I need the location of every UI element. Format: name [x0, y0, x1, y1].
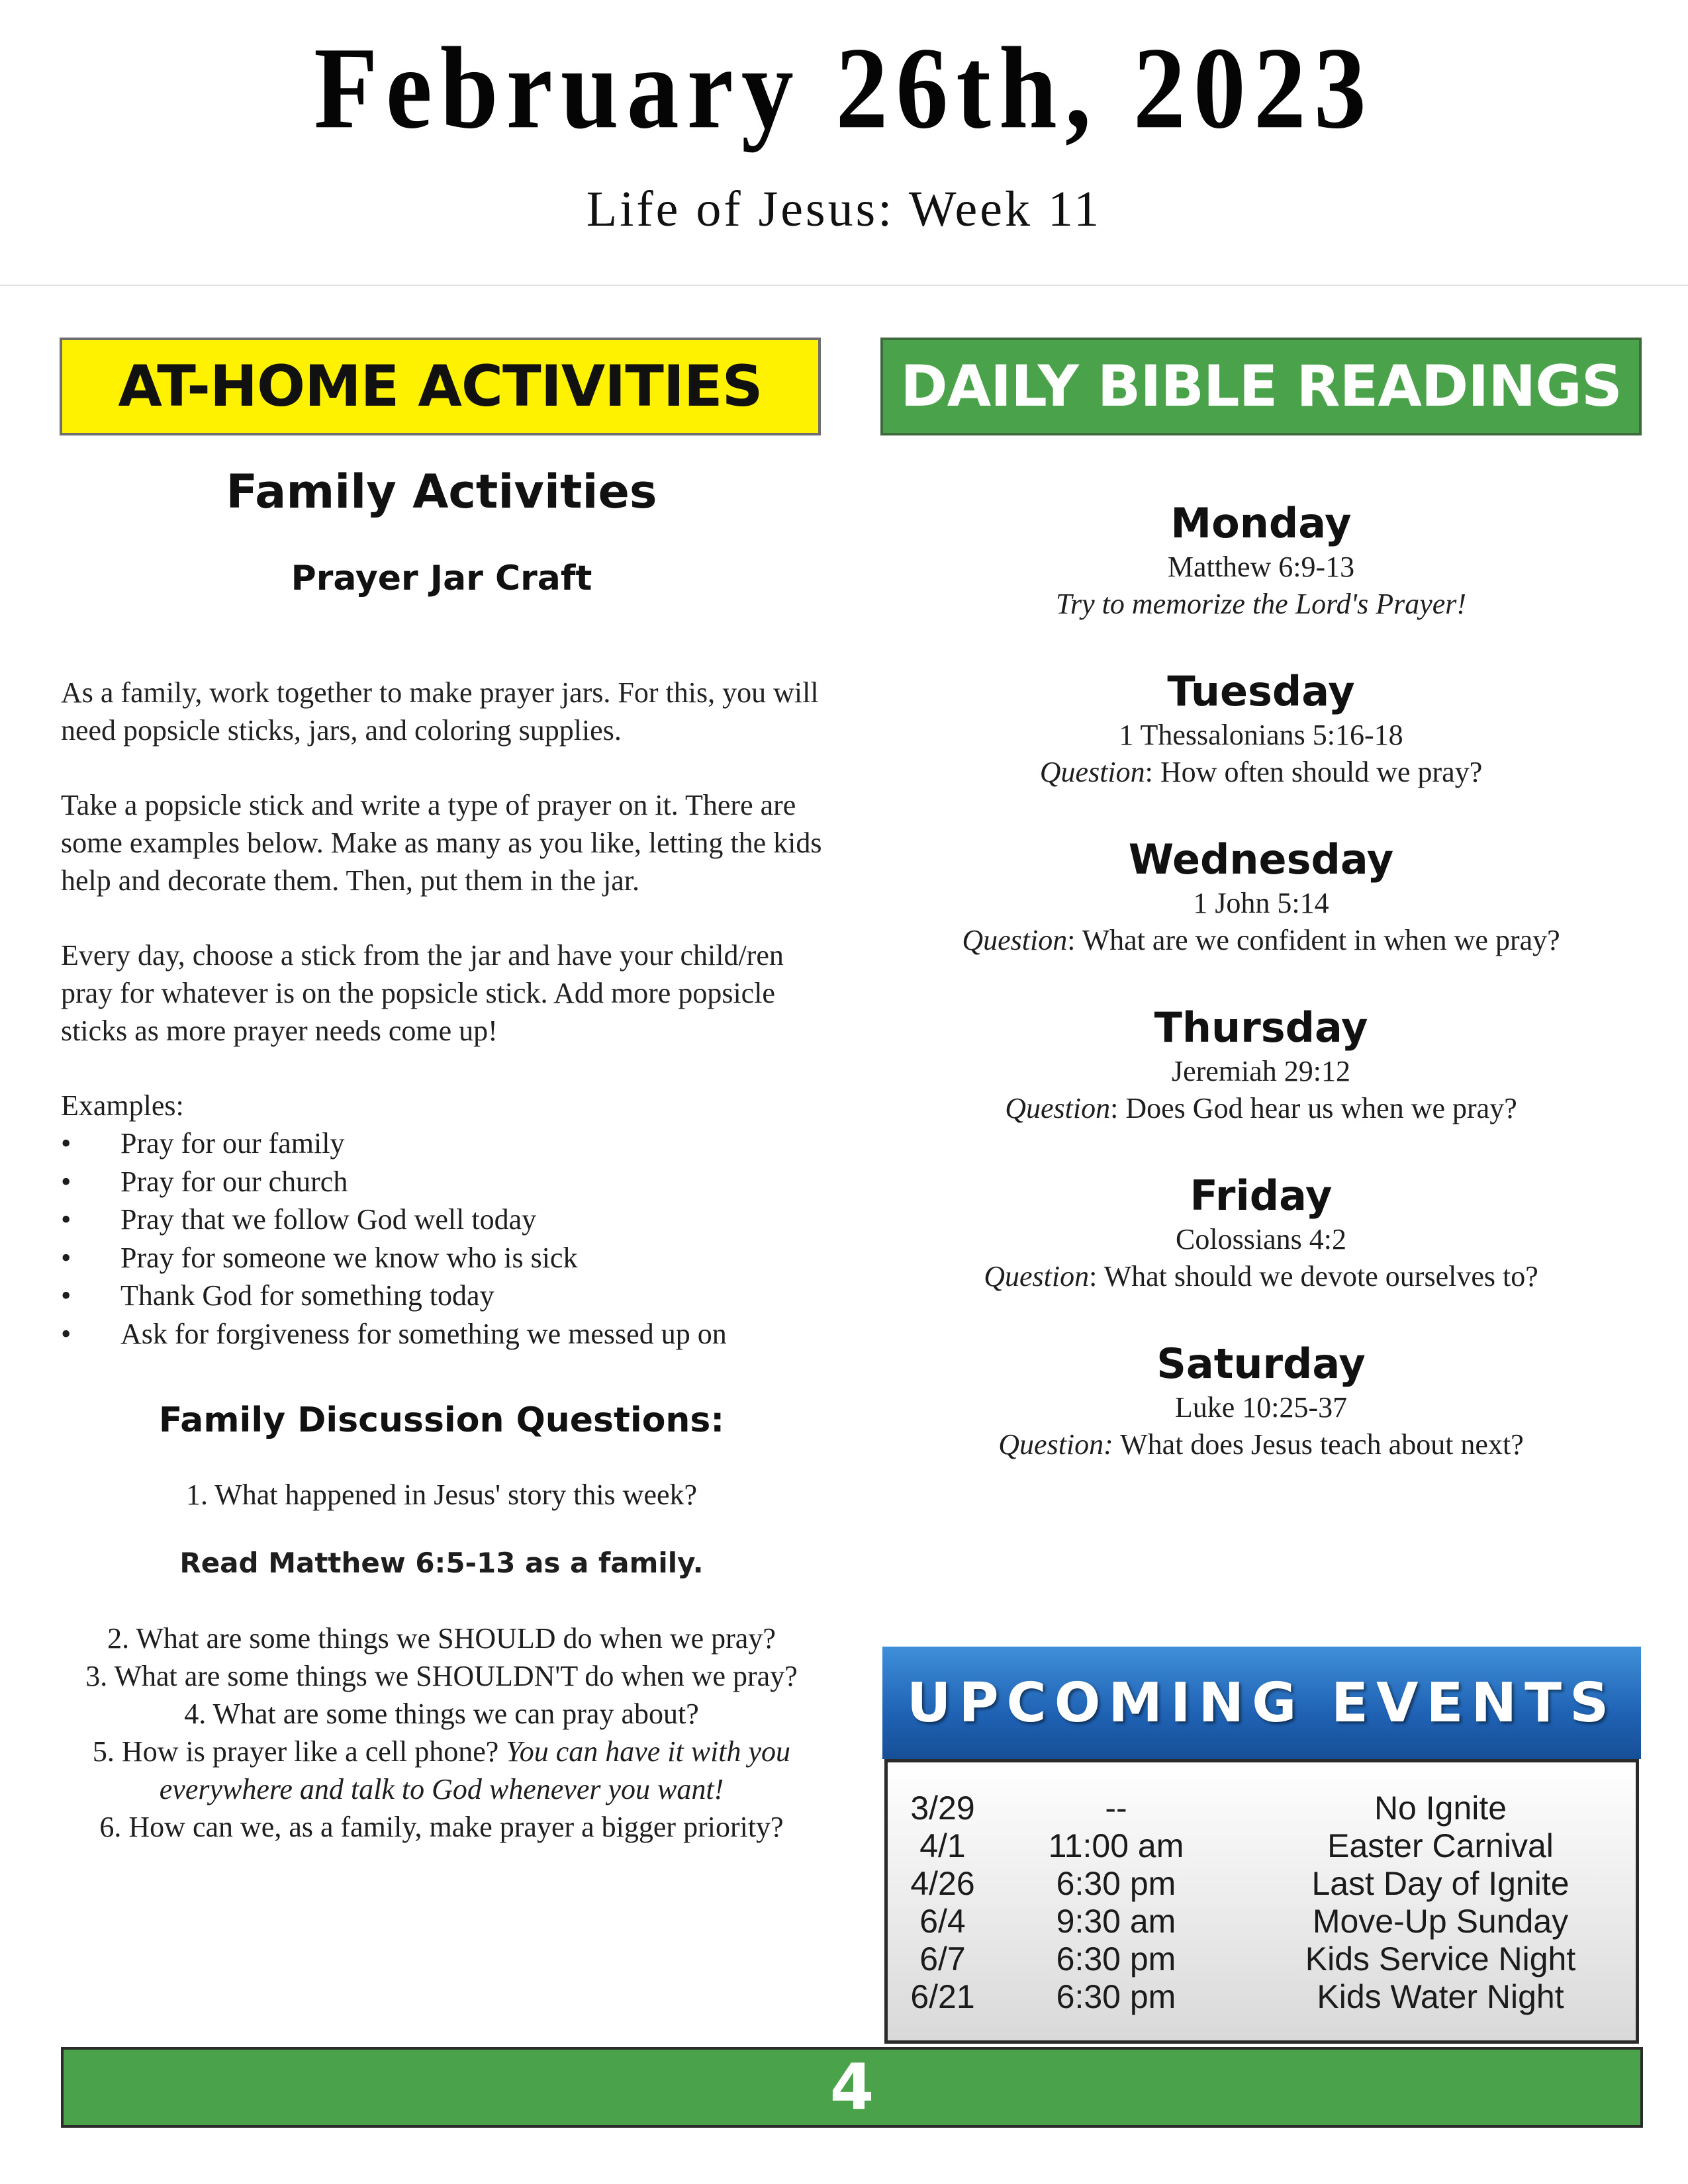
list-item: [61, 1201, 822, 1239]
event-name: Last Day of Ignite: [1311, 1865, 1570, 1902]
question-text: What does Jesus teach about next?: [1113, 1428, 1524, 1461]
craft-paragraph-3: Every day, choose a stick from the jar and have your child/ren pray for whatever is on the popsicle stick. Add more popsicle sticks as more prayer needs come up!: [61, 939, 784, 1047]
question-label: Question: [984, 1260, 1090, 1293]
day-name: Thursday: [1154, 1003, 1368, 1052]
event-date: 4/1: [919, 1827, 966, 1864]
craft-paragraph-2: Take a popsicle stick and write a type of prayer on it. There are some examples below. Make as many as you like, letting the kids help and decorate them. Then, put them in the jar.: [61, 789, 822, 897]
family-discussion-heading: Family Discussion Questions:: [158, 1400, 725, 1440]
list-item: [61, 1239, 822, 1277]
at-home-activities-banner: AT-HOME ACTIVITIES: [60, 338, 821, 435]
discussion-question-6: 6. How can we, as a family, make prayer a bigger priority?: [99, 1811, 784, 1843]
event-name: No Ignite: [1374, 1790, 1507, 1827]
example-text: Pray for someone we know who is sick: [120, 1241, 578, 1274]
upcoming-events-table: [884, 1759, 1639, 2044]
reading-tuesday: [880, 667, 1642, 792]
examples-label: Examples:: [61, 1089, 184, 1122]
question-text: : What should we devote ourselves to?: [1089, 1260, 1538, 1293]
reading-question: [880, 921, 1642, 960]
scripture-reference: 1 John 5:14: [1193, 887, 1329, 919]
page-title: February 26th, 2023: [314, 23, 1374, 154]
day-name: Friday: [1190, 1171, 1333, 1220]
example-text: Pray for our family: [120, 1127, 345, 1160]
craft-paragraph-1: As a family, work together to make prayer jars. For this, you will need popsicle sticks, jars, and coloring supplies.: [61, 676, 819, 747]
event-date: 6/21: [910, 1978, 975, 2015]
event-row: [888, 1864, 1636, 1903]
page-number-bar: [61, 2047, 1643, 2128]
list-item: [61, 1124, 822, 1163]
upcoming-events-banner: UPCOMING EVENTS: [882, 1647, 1641, 1759]
example-text: Pray for our church: [120, 1165, 348, 1198]
day-name: Saturday: [1156, 1340, 1366, 1388]
list-item: [61, 1315, 822, 1353]
question-5-text: 5. How is prayer like a cell phone?: [92, 1735, 499, 1768]
question-label: Question: [998, 1428, 1104, 1461]
event-row: [888, 1978, 1636, 2016]
bullet-icon: •: [61, 1165, 71, 1198]
question-label: Question: [1005, 1092, 1111, 1124]
event-name: Kids Service Night: [1305, 1940, 1576, 1978]
reading-saturday: [880, 1340, 1642, 1464]
event-row: [888, 1827, 1636, 1865]
discussion-questions: [61, 1619, 822, 1846]
example-text: Pray that we follow God well today: [120, 1203, 537, 1236]
family-activities-heading: Family Activities: [226, 465, 657, 519]
reading-wednesday: [880, 835, 1642, 960]
event-time: --: [1105, 1790, 1127, 1827]
event-time: 6:30 pm: [1056, 1940, 1176, 1978]
event-time: 6:30 pm: [1056, 1865, 1176, 1902]
discussion-question-5: [61, 1733, 822, 1808]
title-band: [0, 0, 1688, 287]
discussion-question-3: 3. What are some things we SHOULDN'T do when we pray?: [85, 1660, 798, 1692]
day-name: Wednesday: [1128, 835, 1394, 884]
reading-monday: [880, 499, 1642, 623]
reading-friday: [880, 1171, 1642, 1296]
prayer-jar-craft-heading: Prayer Jar Craft: [291, 559, 592, 598]
reading-question: [880, 1257, 1642, 1296]
event-row: [888, 1940, 1636, 1978]
question-text: : Does God hear us when we pray?: [1110, 1092, 1517, 1124]
event-time: 11:00 am: [1048, 1827, 1184, 1864]
page-number: 4: [829, 2050, 874, 2124]
day-name: Monday: [1170, 499, 1352, 547]
scripture-reference: Luke 10:25-37: [1174, 1391, 1348, 1424]
reading-note: [880, 585, 1642, 623]
bullet-icon: •: [61, 1203, 71, 1236]
page-subtitle: Life of Jesus: Week 11: [586, 181, 1102, 237]
bullet-icon: •: [61, 1317, 71, 1350]
question-label: Question: [962, 924, 1068, 956]
bullet-icon: •: [61, 1127, 71, 1160]
event-name: Move-Up Sunday: [1312, 1903, 1569, 1940]
bullet-icon: •: [61, 1279, 71, 1312]
event-date: 6/7: [919, 1940, 966, 1978]
bullet-icon: •: [61, 1241, 71, 1274]
list-item: [61, 1277, 822, 1315]
daily-readings-column: [880, 499, 1642, 1464]
example-text: Ask for forgiveness for something we messed up on: [120, 1317, 727, 1350]
examples-list: [61, 1124, 822, 1353]
reading-thursday: [880, 1003, 1642, 1128]
example-text: Thank God for something today: [120, 1279, 494, 1312]
question-text: : How often should we pray?: [1145, 756, 1483, 788]
reading-question: [880, 1426, 1642, 1464]
scripture-reference: 1 Thessalonians 5:16-18: [1119, 719, 1403, 751]
reading-question: [880, 753, 1642, 792]
scripture-reference: Jeremiah 29:12: [1171, 1055, 1351, 1087]
question-5-answer: You can have it with you everywhere and talk to God whenever you want!: [159, 1735, 791, 1805]
event-date: 4/26: [910, 1865, 975, 1902]
event-row: [888, 1789, 1636, 1827]
scripture-reference: Matthew 6:9-13: [1167, 551, 1355, 583]
event-date: 3/29: [910, 1790, 975, 1827]
question-text: : What are we confident in when we pray?: [1067, 924, 1560, 956]
event-row: [888, 1902, 1636, 1940]
event-time: 6:30 pm: [1056, 1978, 1176, 2015]
discussion-question-4: 4. What are some things we can pray about?: [184, 1698, 699, 1730]
reading-question: [880, 1089, 1642, 1128]
daily-bible-readings-banner: DAILY BIBLE READINGS: [880, 338, 1642, 435]
scripture-reference: Colossians 4:2: [1176, 1223, 1346, 1255]
question-label: Question: [1039, 756, 1145, 788]
at-home-activities-column: [61, 457, 822, 1846]
discussion-question-2: 2. What are some things we SHOULD do when we pray?: [107, 1622, 776, 1655]
event-name: Easter Carnival: [1327, 1827, 1554, 1864]
event-time: 9:30 am: [1056, 1903, 1176, 1940]
list-item: [61, 1163, 822, 1201]
discussion-question-1: 1. What happened in Jesus' story this week?: [185, 1479, 698, 1511]
event-name: Kids Water Night: [1317, 1978, 1564, 2015]
read-matthew-instruction: Read Matthew 6:5-13 as a family.: [179, 1547, 704, 1579]
event-date: 6/4: [919, 1903, 966, 1940]
day-name: Tuesday: [1167, 667, 1355, 715]
question-label-colon: :: [1103, 1428, 1113, 1461]
memorize-note: Try to memorize the Lord's Prayer!: [1055, 588, 1467, 620]
